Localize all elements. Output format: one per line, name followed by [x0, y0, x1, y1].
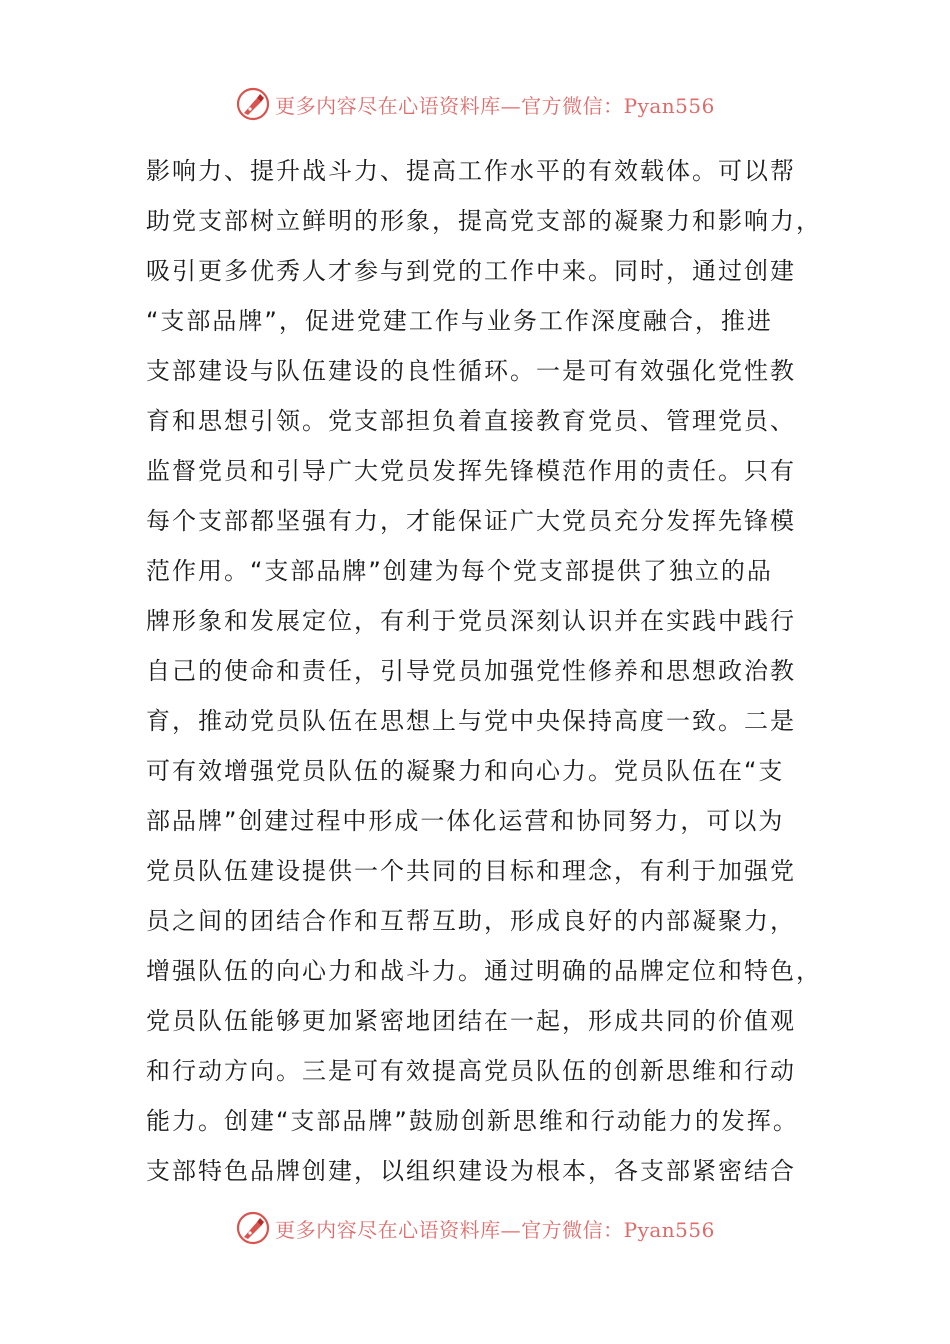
document-body	[146, 146, 822, 1196]
text-line: 每个支部都坚强有力，才能保证广大党员充分发挥先锋模	[146, 507, 796, 535]
text-line: 和行动方向。三是可有效提高党员队伍的创新思维和行动	[146, 1057, 796, 1085]
text-line: 党员队伍能够更加紧密地团结在一起，形成共同的价值观	[146, 1007, 796, 1035]
text-line: 育和思想引领。党支部担负着直接教育党员、管理党员、	[146, 407, 796, 435]
text-line: 监督党员和引导广大党员发挥先锋模范作用的责任。只有	[146, 457, 796, 485]
watermark-text: 更多内容尽在心语资料库—官方微信：Pyan556	[275, 1217, 715, 1242]
text-line: 育，推动党员队伍在思想上与党中央保持高度一致。二是	[146, 707, 796, 735]
footer-watermark-banner	[0, 1208, 950, 1248]
text-line: 自己的使命和责任，引导党员加强党性修养和思想政治教	[146, 657, 796, 685]
text-line: 能力。创建“支部品牌”鼓励创新思维和行动能力的发挥。	[146, 1107, 799, 1135]
header-watermark-banner	[0, 84, 950, 124]
text-line: 可有效增强党员队伍的凝聚力和向心力。党员队伍在“支	[146, 757, 785, 785]
text-line: 员之间的团结合作和互帮互助，形成良好的内部凝聚力，	[146, 907, 796, 935]
text-line: “支部品牌”，促进党建工作与业务工作深度融合，推进	[146, 307, 773, 335]
text-line: 增强队伍的向心力和战斗力。通过明确的品牌定位和特色，	[146, 957, 822, 985]
text-line: 吸引更多优秀人才参与到党的工作中来。同时，通过创建	[146, 257, 796, 285]
text-line: 牌形象和发展定位，有利于党员深刻认识并在实践中践行	[146, 607, 796, 635]
watermark-text: 更多内容尽在心语资料库—官方微信：Pyan556	[275, 93, 715, 118]
text-line: 部品牌”创建过程中形成一体化运营和协同努力，可以为	[146, 807, 785, 835]
pen-nib-logo-icon	[235, 1210, 271, 1246]
text-line: 党员队伍建设提供一个共同的目标和理念，有利于加强党	[146, 857, 796, 885]
pen-nib-logo-icon	[235, 86, 271, 122]
text-line: 支部特色品牌创建，以组织建设为根本，各支部紧密结合	[146, 1157, 796, 1185]
text-line: 支部建设与队伍建设的良性循环。一是可有效强化党性教	[146, 357, 796, 385]
text-line: 助党支部树立鲜明的形象，提高党支部的凝聚力和影响力，	[146, 207, 822, 235]
text-line: 影响力、提升战斗力、提高工作水平的有效载体。可以帮	[146, 157, 796, 185]
text-line: 范作用。“支部品牌”创建为每个党支部提供了独立的品	[146, 557, 773, 585]
